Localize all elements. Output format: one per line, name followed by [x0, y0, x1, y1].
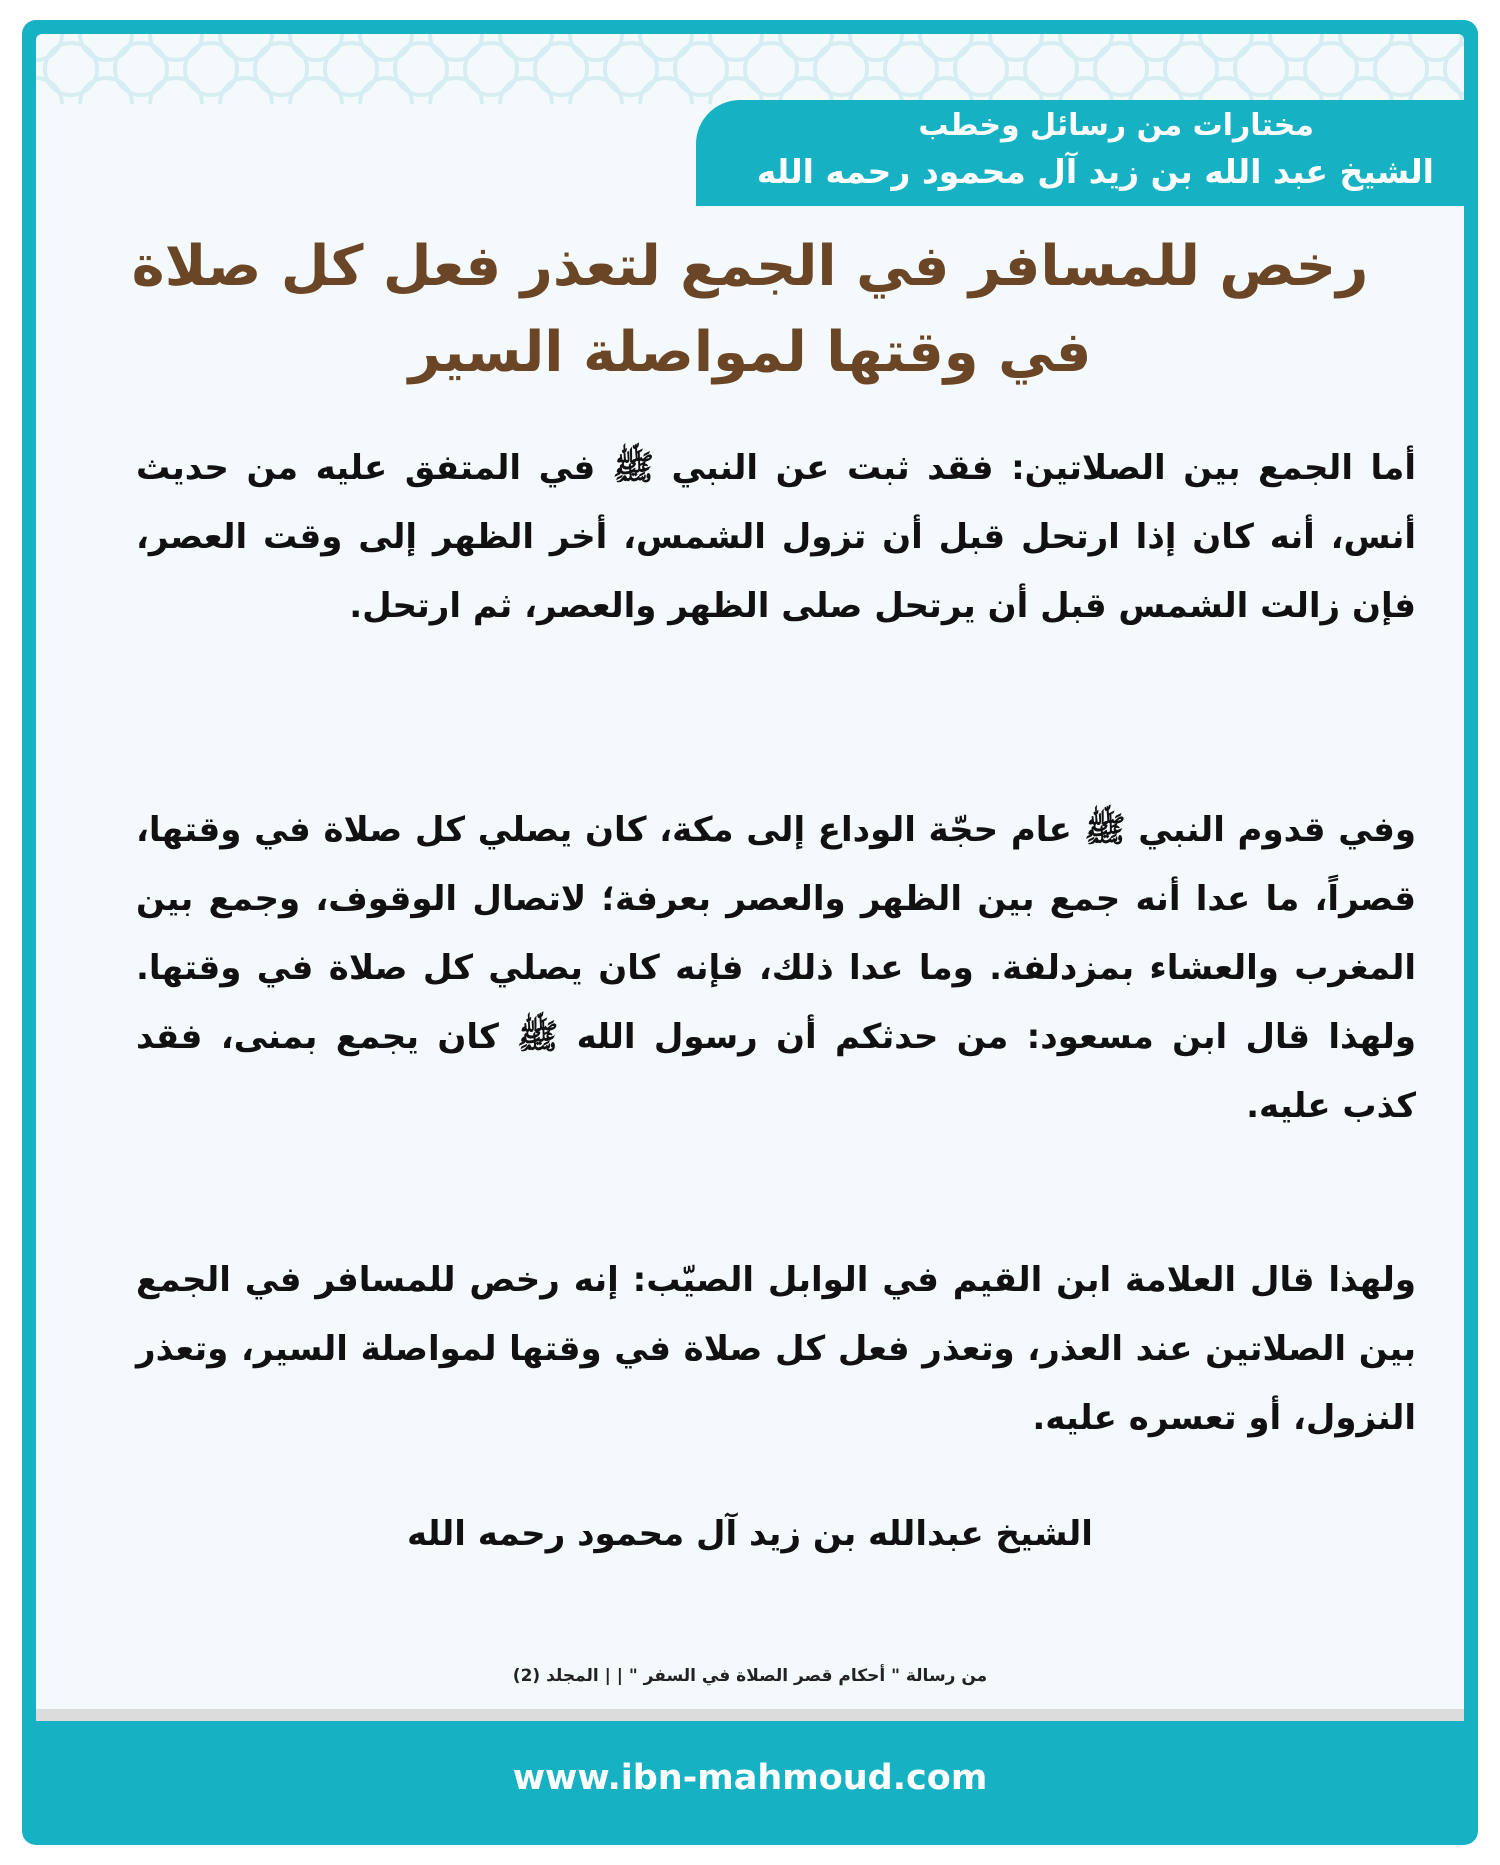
header-author: الشيخ عبد الله بن زيد آل محمود رحمه الله [756, 152, 1434, 191]
header-series-title: مختارات من رسائل وخطب [918, 108, 1314, 143]
footer-divider [36, 1709, 1464, 1721]
paragraph-2: وفي قدوم النبي ﷺ عام حجّة الوداع إلى مكة، كان يصلي كل صلاة في وقتها، قصراً، ما عدا أنه جمع بين الظهر والعصر بعرفة؛ لاتصال الوقوف، وجمع بين المغرب والعشاء بمزدلفة. وما عدا ذلك، فإنه كان يصلي كل صلاة في وقتها. ولهذا قال ابن مسعود: من حدثكم أن رسول الله ﷺ كان يجمع بمنى، فقد كذب عليه. [136, 810, 1416, 1126]
title-line-1: رخص للمسافر في الجمع لتعذر فعل كل صلاة [131, 234, 1369, 299]
paragraph-1: أما الجمع بين الصلاتين: فقد ثبت عن النبي ﷺ في المتفق عليه من حديث أنس، أنه كان إذا ارتحل قبل أن تزول الشمس، أخر الظهر إلى وقت العصر، فإن زالت الشمس قبل أن يرتحل صلى الظهر والعصر، ثم ارتحل. [136, 448, 1416, 626]
content-panel [36, 34, 1464, 1709]
paragraph-3: ولهذا قال العلامة ابن القيم في الوابل الصيّب: إنه رخص للمسافر في الجمع بين الصلاتين عند العذر، وتعذر فعل كل صلاة في وقتها لمواصلة السير، وتعذر النزول، أو تعسره عليه. [136, 1260, 1416, 1438]
header-band [696, 100, 1464, 206]
source-citation: من رسالة " أحكام قصر الصلاة في السفر " | | المجلد (2) [512, 1666, 988, 1686]
decorative-pattern [36, 34, 1464, 104]
page-frame [22, 20, 1478, 1845]
signature: الشيخ عبدالله بن زيد آل محمود رحمه الله [407, 1514, 1093, 1554]
page-title [76, 224, 1424, 396]
website-link[interactable]: www.ibn-mahmoud.com [512, 1758, 988, 1798]
title-line-2: في وقتها لمواصلة السير [408, 320, 1092, 385]
